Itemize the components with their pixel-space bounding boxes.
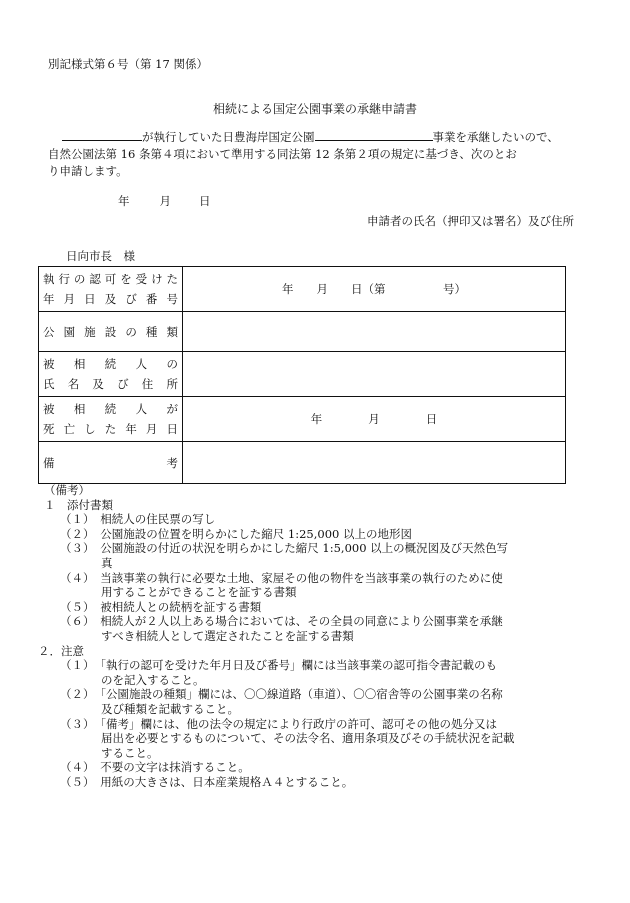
- label-char: 人: [135, 357, 148, 371]
- page-title: 相続による国定公園事業の承継申請書: [212, 102, 417, 116]
- list-item-cont: 届出を必要とするものについて、その法令名、適用条項及びその手続状況を記載: [101, 731, 515, 746]
- list-item: （４） 不要の文字は抹消すること。: [60, 760, 250, 775]
- label-line: [43, 322, 178, 342]
- label-char: 番: [145, 292, 158, 306]
- label-char: 認: [89, 272, 101, 286]
- label-line: [43, 374, 178, 394]
- label-char: 行: [58, 272, 70, 286]
- label-approval-date: [39, 267, 183, 312]
- label-char: 被: [43, 402, 55, 416]
- applicant-label: 申請者の氏名（押印又は署名）及び住所: [367, 214, 574, 228]
- label-death-date: [39, 397, 183, 442]
- label-line: [43, 354, 178, 374]
- label-char: 及: [92, 377, 104, 391]
- notes-section-2: ２．注意: [38, 643, 84, 658]
- label-char: 被: [43, 357, 55, 371]
- decedent-name-field[interactable]: [183, 352, 566, 397]
- label-char: た: [166, 272, 178, 286]
- list-item: （３） 「備考」欄には、他の法令の規定により行政庁の許可、認可その他の処分又は: [60, 716, 497, 731]
- list-item-cont: のを記入すること。: [101, 672, 205, 687]
- label-char: 年: [125, 422, 137, 436]
- label-char: 種: [145, 324, 158, 339]
- list-item-cont: すること。: [101, 745, 159, 760]
- body-line2: 自然公園法第 16 条第４項において準用する同法第 12 条第２項の規定に基づき、次のとお: [48, 147, 517, 161]
- list-item: （２） 公園施設の位置を明らかにした縮尺 1:25,000 以上の地形図: [60, 526, 412, 541]
- table-row: [39, 442, 566, 484]
- list-item-cont: すべき相続人として選定されたことを証する書類: [101, 628, 354, 643]
- date-line: [118, 193, 211, 209]
- list-item: （５） 用紙の大きさは、日本産業規格Ａ４とすること。: [60, 774, 354, 789]
- application-table: [38, 266, 566, 484]
- label-char: を: [120, 272, 132, 286]
- label-char: が: [166, 402, 178, 416]
- label-char: 氏: [43, 377, 55, 391]
- list-item-cont: 及び種類を記載すること。: [101, 701, 239, 716]
- blank-project-name[interactable]: [315, 128, 433, 141]
- list-item: （１） 相続人の住民票の写し: [60, 512, 216, 527]
- addressee: 日向市長 様: [66, 249, 135, 263]
- label-char: び: [117, 377, 129, 391]
- label-char: 執: [43, 272, 55, 286]
- label-char: 受: [135, 272, 148, 286]
- label-char: 続: [104, 357, 117, 371]
- label-char: 続: [104, 402, 117, 416]
- date-month: 月: [159, 194, 171, 208]
- label-char: 園: [63, 324, 76, 339]
- list-item-cont: 真: [101, 555, 113, 570]
- label-char: 日: [84, 292, 96, 306]
- notes-heading: （備考）: [44, 483, 90, 497]
- list-item: （６） 相続人が２人以上ある場合においては、その全員の同意により公園事業を承継: [60, 614, 503, 629]
- date-year: 年: [118, 194, 130, 208]
- list-item: （４） 当該事業の執行に必要な土地、家屋その他の物件を当該事業の執行のために使: [60, 570, 503, 585]
- label-char: 施: [84, 324, 96, 339]
- body-part2: 事業を承継したいので、: [432, 130, 559, 144]
- approval-date-field[interactable]: 年 月 日（第 号）: [183, 267, 566, 312]
- list-item: （３） 公園施設の付近の状況を明らかにした縮尺 1:5,000 以上の概況図及び天然色写: [60, 541, 509, 556]
- label-char: 可: [104, 272, 117, 286]
- label-line: [43, 399, 178, 419]
- table-row: [39, 397, 566, 442]
- remarks-char-1: 備: [43, 455, 55, 470]
- label-char: 相: [73, 357, 86, 371]
- table-row: [39, 267, 566, 312]
- label-facility-type: [39, 312, 183, 352]
- label-char: 号: [166, 292, 178, 306]
- label-char: 月: [145, 422, 158, 436]
- label-line: [43, 269, 178, 289]
- label-line: [43, 289, 178, 309]
- label-char: 死: [43, 422, 55, 436]
- list-item: （１） 「執行の認可を受けた年月日及び番号」欄には当該事業の認可指令書記載のも: [60, 658, 497, 673]
- label-char: 年: [43, 292, 55, 306]
- label-char: び: [125, 292, 137, 306]
- label-line: [43, 419, 178, 439]
- remarks-char-2: 考: [166, 455, 178, 470]
- label-char: 月: [63, 292, 76, 306]
- label-char: 名: [67, 377, 80, 391]
- label-char: の: [73, 272, 86, 286]
- form-id: 別記様式第６号（第 17 関係）: [48, 57, 208, 71]
- label-char: け: [151, 272, 163, 286]
- list-item: （５） 被相続人との続柄を証する書類: [60, 599, 262, 614]
- label-char: た: [104, 422, 117, 436]
- date-day: 日: [199, 194, 211, 208]
- label-char: 人: [135, 402, 148, 416]
- label-char: し: [84, 422, 96, 436]
- notes-section-1: １ 添付書類: [44, 497, 113, 512]
- blank-applicant-name[interactable]: [62, 128, 142, 141]
- body-text: [48, 128, 600, 180]
- list-item-cont: 用することができることを証する書類: [101, 585, 297, 600]
- label-char: 類: [166, 324, 178, 339]
- body-line3: り申請します。: [48, 164, 128, 178]
- remarks-field[interactable]: [183, 442, 566, 484]
- label-remarks: [39, 442, 183, 484]
- label-char: 及: [104, 292, 117, 306]
- facility-type-field[interactable]: [183, 312, 566, 352]
- label-char: の: [166, 357, 178, 371]
- label-decedent-name: [39, 352, 183, 397]
- label-char: 公: [43, 324, 55, 339]
- table-row: [39, 312, 566, 352]
- body-part1: が執行していた日豊海岸国定公園: [142, 130, 315, 144]
- notes: [38, 483, 598, 789]
- death-date-field[interactable]: 年 月 日: [183, 397, 566, 442]
- label-char: 日: [166, 422, 178, 436]
- table-row: [39, 352, 566, 397]
- label-char: 所: [166, 377, 178, 391]
- label-char: の: [125, 324, 137, 339]
- list-item: （２） 「公園施設の種類」欄には、〇〇線道路（車道）、〇〇宿舎等の公園事業の名称: [60, 687, 503, 702]
- label-char: 相: [73, 402, 86, 416]
- label-char: 設: [104, 324, 117, 339]
- label-char: 亡: [63, 422, 76, 436]
- label-char: 住: [141, 377, 154, 391]
